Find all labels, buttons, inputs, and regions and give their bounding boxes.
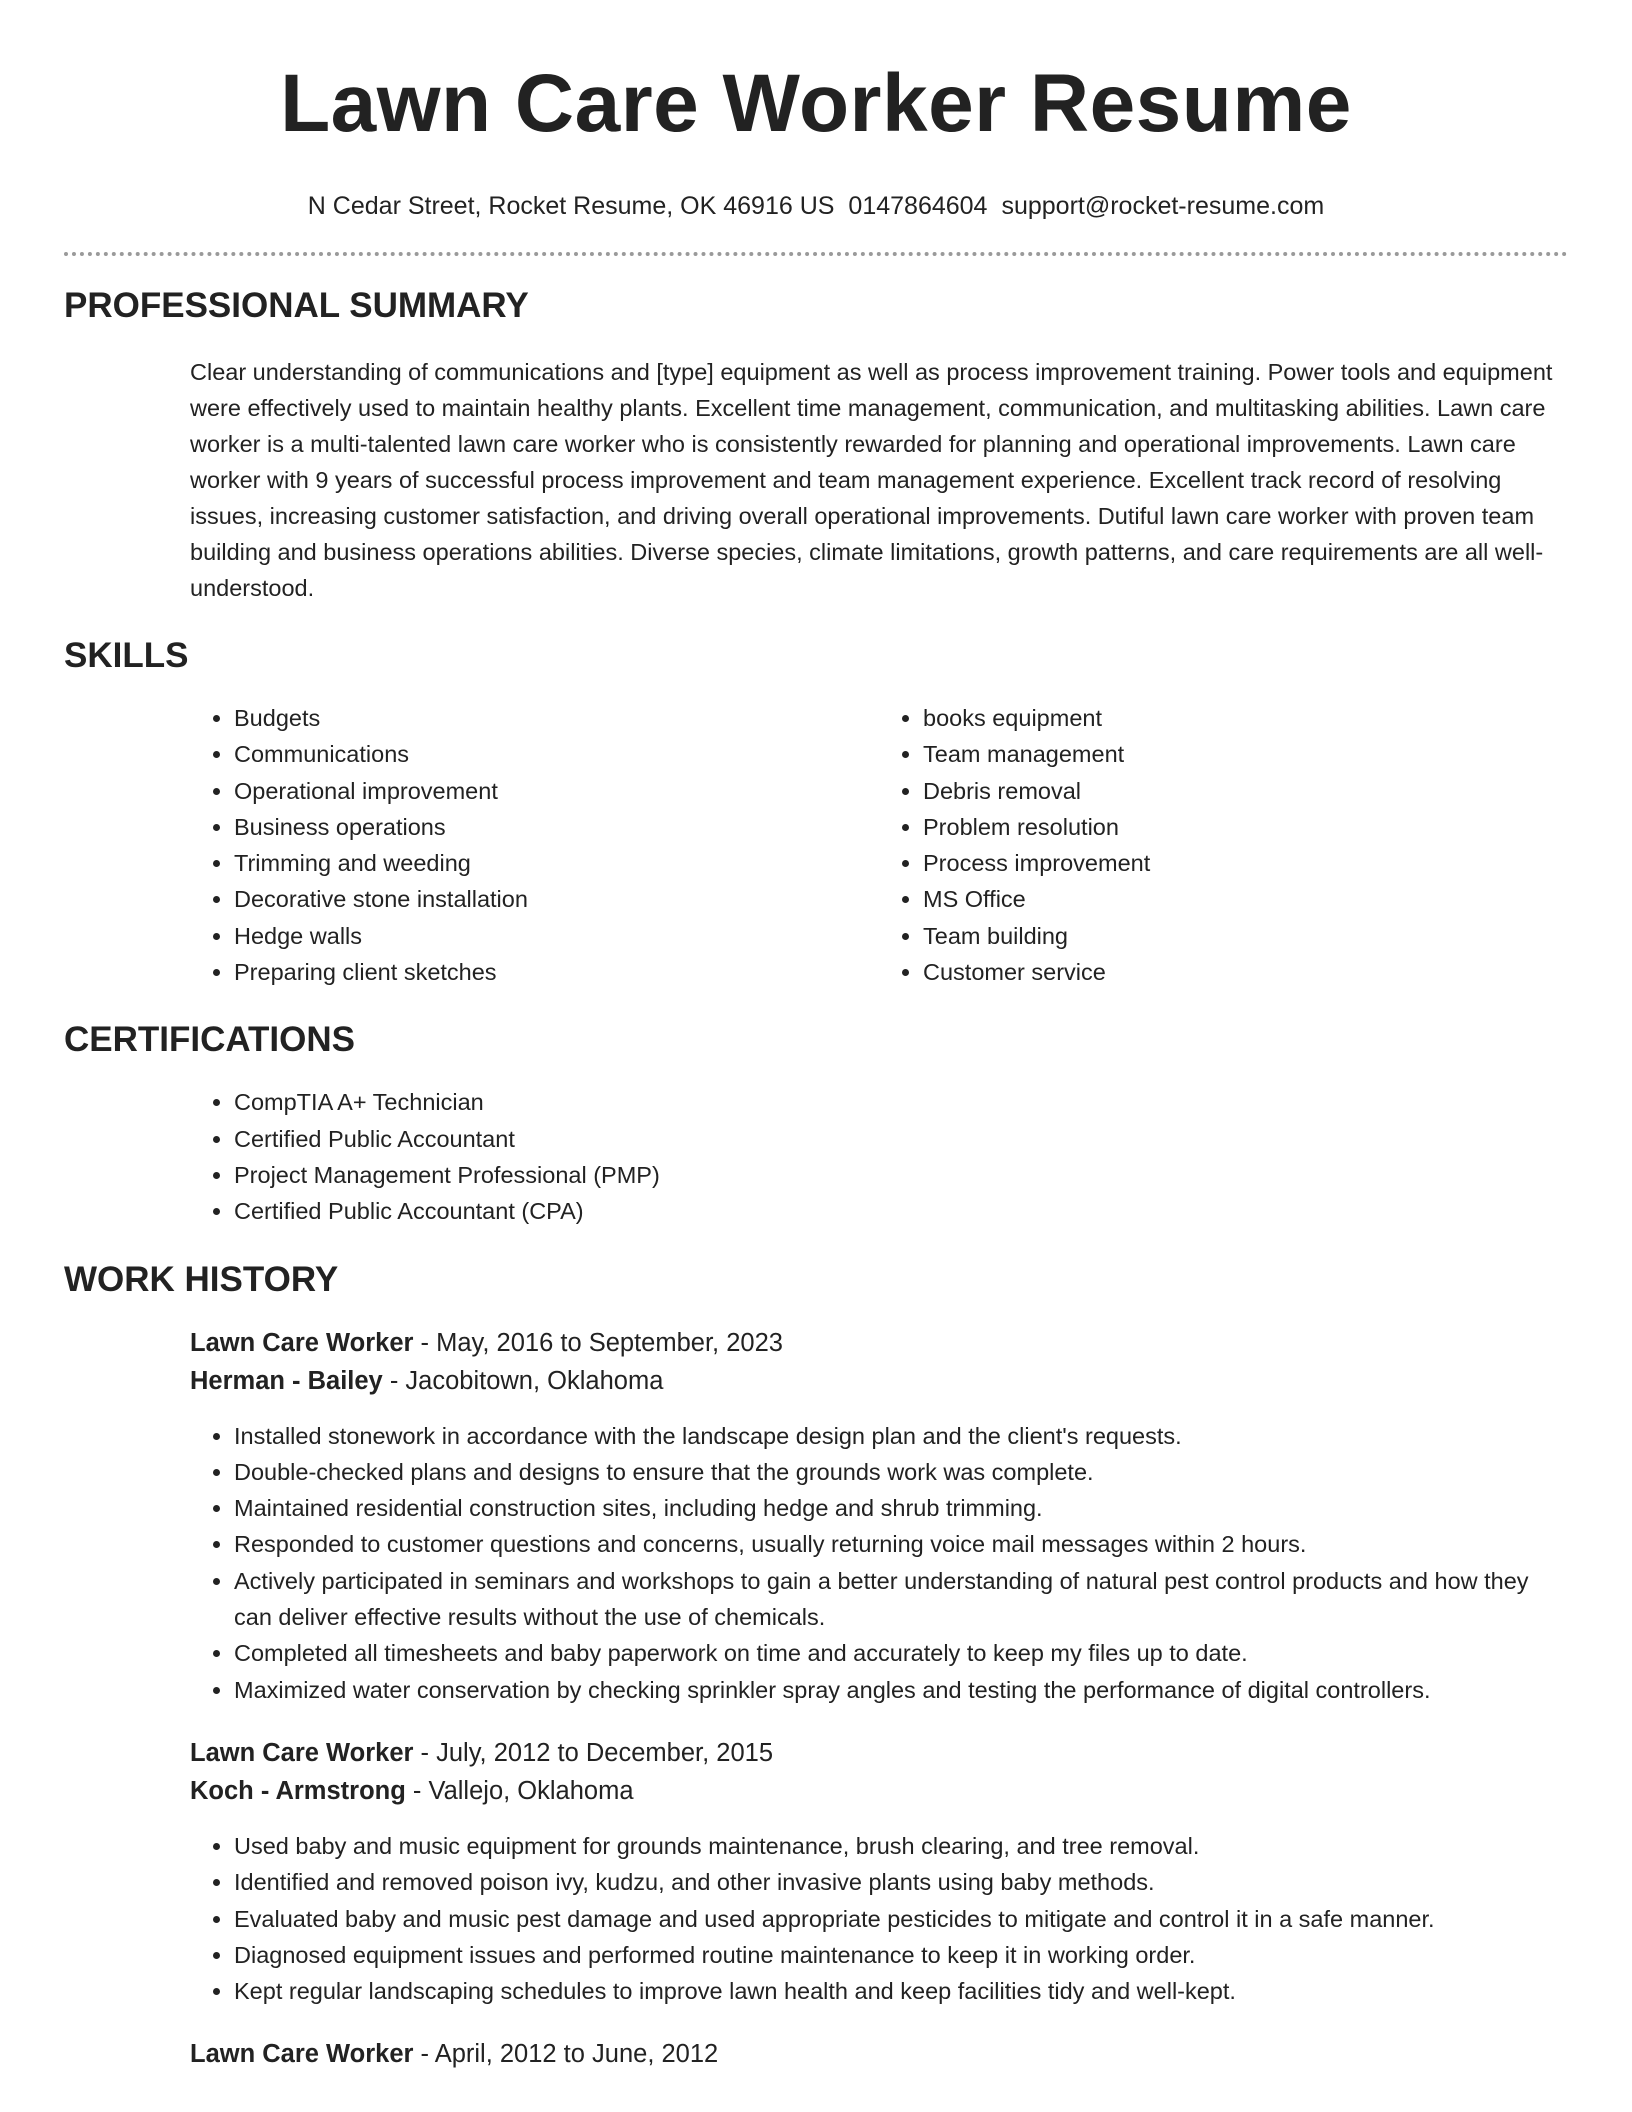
certification-item: • Project Management Professional (PMP) [234, 1157, 1568, 1193]
job-title: Lawn Care Worker [190, 1738, 414, 1767]
skill-item: • Operational improvement [234, 773, 879, 809]
job-company-line [190, 1772, 1568, 1810]
job-title-line [190, 1324, 1568, 1362]
skills-columns [190, 700, 1568, 990]
job-duty: • Completed all timesheets and baby paperwork on time and accurately to keep my files up to date. [234, 1635, 1568, 1671]
certifications-heading: CERTIFICATIONS [64, 1020, 356, 1060]
job-entry [190, 1734, 1568, 2009]
skill-item: • Hedge walls [234, 918, 879, 954]
job-duty: • Maximized water conservation by checking sprinkler spray angles and testing the performance of digital controllers. [234, 1672, 1568, 1708]
skill-item: • Debris removal [923, 773, 1568, 809]
skill-item: • Team management [923, 736, 1568, 772]
skill-item: • Preparing client sketches [234, 954, 879, 990]
summary-text: Clear understanding of communications and [type] equipment as well as process improvement training. Power tools and equipment were effectively used to maintain healthy plants. Excellent time management, communication, and multitasking abilities. Lawn care worker is a multi-talented lawn care worker who is consistently rewarded for planning and operational improvements. Lawn care worker with 9 years of successful process improvement and team management experience. Excellent track record of resolving issues, increasing customer satisfaction, and driving overall operational improvements. Dutiful lawn care worker with proven team building and business operations abilities. Diverse species, climate limitations, growth patterns, and care requirements are all well-understood. [190, 359, 1553, 601]
job-duty: • Used baby and music equipment for grounds maintenance, brush clearing, and tree removal. [234, 1828, 1568, 1864]
job-title-line [190, 2035, 1568, 2073]
skill-item: • Business operations [234, 809, 879, 845]
job-dates: - April, 2012 to June, 2012 [413, 2040, 719, 2069]
job-location: - Vallejo, Oklahoma [405, 1776, 634, 1805]
skill-item: • Customer service [923, 954, 1568, 990]
summary-heading: PROFESSIONAL SUMMARY [64, 286, 529, 325]
skill-item: • Problem resolution [923, 809, 1568, 845]
job-title: Lawn Care Worker [190, 1328, 414, 1357]
skills-list-left [190, 700, 879, 990]
skill-item: • Team building [923, 918, 1568, 954]
contact-email: support@rocket-resume.com [1001, 192, 1325, 220]
job-entry [190, 1324, 1568, 1708]
skills-list-right [879, 700, 1568, 990]
skill-item: • Budgets [234, 700, 879, 736]
job-duty: • Maintained residential construction sites, including hedge and shrub trimming. [234, 1490, 1568, 1526]
job-dates: - July, 2012 to December, 2015 [413, 1738, 774, 1767]
job-title-line [190, 1734, 1568, 1772]
job-duty: • Identified and removed poison ivy, kudzu, and other invasive plants using baby methods. [234, 1864, 1568, 1900]
job-company-line [190, 1362, 1568, 1400]
skill-item: • Process improvement [923, 845, 1568, 881]
skills-heading: SKILLS [64, 636, 189, 675]
contact-phone: 0147864604 [848, 192, 988, 220]
job-location: - Jacobitown, Oklahoma [382, 1366, 664, 1395]
job-duty: • Diagnosed equipment issues and performed routine maintenance to keep it in working order. [234, 1937, 1568, 1973]
job-duty: • Double-checked plans and designs to ensure that the grounds work was complete. [234, 1454, 1568, 1490]
job-dates: - May, 2016 to September, 2023 [413, 1328, 783, 1357]
skill-item: • Communications [234, 736, 879, 772]
skill-item: • Decorative stone installation [234, 881, 879, 917]
contact-info [64, 190, 1568, 222]
skill-item: • books equipment [923, 700, 1568, 736]
job-entry [190, 2035, 1568, 2073]
job-duties-list [190, 1418, 1568, 1708]
job-duty: • Responded to customer questions and concerns, usually returning voice mail messages within 2 hours. [234, 1526, 1568, 1562]
job-duty: • Kept regular landscaping schedules to improve lawn health and keep facilities tidy and well-kept. [234, 1973, 1568, 2009]
skill-item: • MS Office [923, 881, 1568, 917]
certification-item: • Certified Public Accountant (CPA) [234, 1193, 1568, 1229]
job-duty: • Evaluated baby and music pest damage and used appropriate pesticides to mitigate and control it in a safe manner. [234, 1901, 1568, 1937]
certification-item: • Certified Public Accountant [234, 1121, 1568, 1157]
contact-address: N Cedar Street, Rocket Resume, OK 46916 US [307, 192, 835, 220]
certification-item: • CompTIA A+ Technician [234, 1084, 1568, 1120]
header-divider [64, 252, 1568, 256]
resume-title: Lawn Care Worker Resume [280, 58, 1352, 149]
job-duty: • Installed stonework in accordance with the landscape design plan and the client's requests. [234, 1418, 1568, 1454]
skill-item: • Trimming and weeding [234, 845, 879, 881]
work-history-heading: WORK HISTORY [64, 1259, 339, 1299]
certifications-list [190, 1084, 1568, 1229]
job-title: Lawn Care Worker [190, 2040, 414, 2069]
job-duty: • Actively participated in seminars and workshops to gain a better understanding of natural pest control products and how they can deliver effective results without the use of chemicals. [234, 1563, 1568, 1636]
job-duties-list [190, 1828, 1568, 2009]
job-company: Koch - Armstrong [190, 1776, 406, 1805]
job-company: Herman - Bailey [190, 1366, 383, 1395]
